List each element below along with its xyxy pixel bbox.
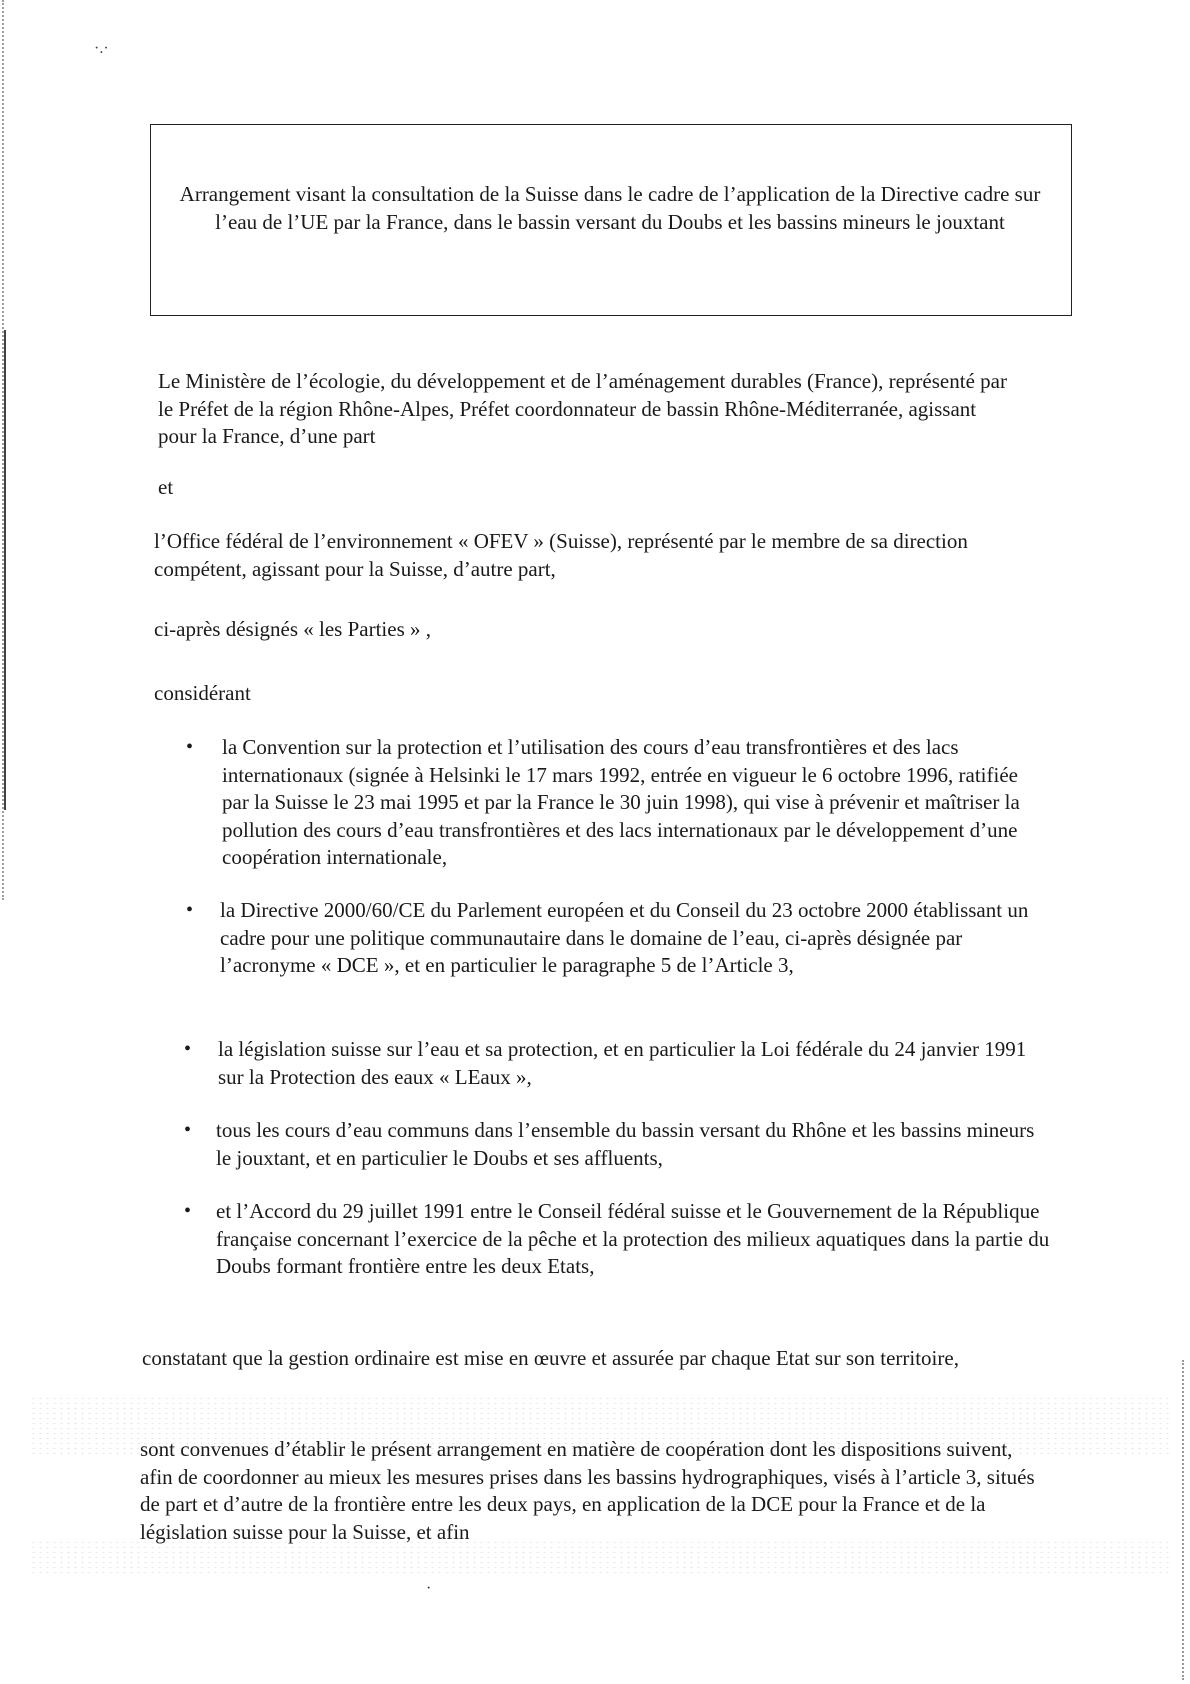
considerant-item: la législation suisse sur l’eau et sa protection, et en particulier la Loi fédérale du 24 janvier 1991 sur la Protection des eaux « LEaux », — [218, 1037, 1027, 1089]
title-frame-bottom-rule — [151, 315, 1071, 316]
scan-speck: ·.· — [94, 40, 109, 57]
considerant-item: la Directive 2000/60/CE du Parlement européen et du Conseil du 23 octobre 2000 établissant un cadre pour une politique communautaire dans le domaine de l’eau, ci-après désignée par l’acronyme « DCE », et en particulier le paragraphe 5 de l’Article 3, — [220, 898, 1029, 977]
party-france: Le Ministère de l’écologie, du développement et de l’aménagement durables (France), représenté par le Préfet de la région Rhône-Alpes, Préfet coordonnateur de bassin Rhône-Méditerranée, agissant pour la France, d’une part — [158, 369, 1007, 448]
scan-noise — [30, 1540, 1170, 1576]
parties-designation: ci-après désignés « les Parties » , — [154, 617, 432, 641]
document-title: Arrangement visant la consultation de la Suisse dans le cadre de l’application de la Directive cadre sur l’eau de l’UE par la France, dans le bassin versant du Doubs et les bassins mineurs le jouxtant — [179, 182, 1041, 234]
observation-paragraph: constatant que la gestion ordinaire est mise en œuvre et assurée par chaque Etat sur son territoire, — [142, 1346, 959, 1370]
considerant-item: tous les cours d’eau communs dans l’ensemble du bassin versant du Rhône et les bassins mineurs le jouxtant, et en particulier le Doubs et ses affluents, — [216, 1118, 1035, 1170]
considering-heading: considérant — [154, 681, 251, 705]
bullet-marker: • — [184, 1038, 192, 1060]
bullet-marker: • — [184, 1119, 192, 1141]
considerant-item: la Convention sur la protection et l’utilisation des cours d’eau transfrontières et des lacs internationaux (signée à Helsinki le 17 mars 1992, entrée en vigueur le 6 octobre 1996, ratifiée par la Suisse le 23 mai 1995 et par la France le 30 juin 1998), qui vise à prévenir et maîtriser la pollution des cours d’eau transfrontières et des lacs internationaux par le développement d’une coopération internationale, — [222, 735, 1020, 869]
bullet-marker: • — [186, 736, 194, 758]
party-suisse: l’Office fédéral de l’environnement « OFEV » (Suisse), représenté par le membre de sa direction compétent, agissant pour la Suisse, d’autre part, — [154, 529, 968, 581]
scan-edge-left-bar — [4, 330, 6, 810]
scan-speck: · — [426, 1580, 432, 1597]
title-frame-top-rule — [151, 124, 1071, 125]
conjunction-et: et — [158, 475, 174, 499]
considerant-item: et l’Accord du 29 juillet 1991 entre le Conseil fédéral suisse et le Gouvernement de la République française concernant l’exercice de la pêche et la protection des milieux aquatiques dans la partie du Doubs formant frontière entre les deux Etats, — [216, 1199, 1050, 1278]
bullet-marker: • — [184, 1200, 192, 1222]
bullet-marker: • — [186, 899, 194, 921]
scan-edge-right — [1180, 1360, 1184, 1680]
agreement-paragraph: sont convenues d’établir le présent arrangement en matière de coopération dont les dispositions suivent, afin de coordonner au mieux les mesures prises dans les bassins hydrographiques, visés à l’article 3, situés de part et d’autre de la frontière entre les deux pays, en application de la DCE pour la France et de la législation suisse pour la Suisse, et afin — [140, 1437, 1035, 1544]
